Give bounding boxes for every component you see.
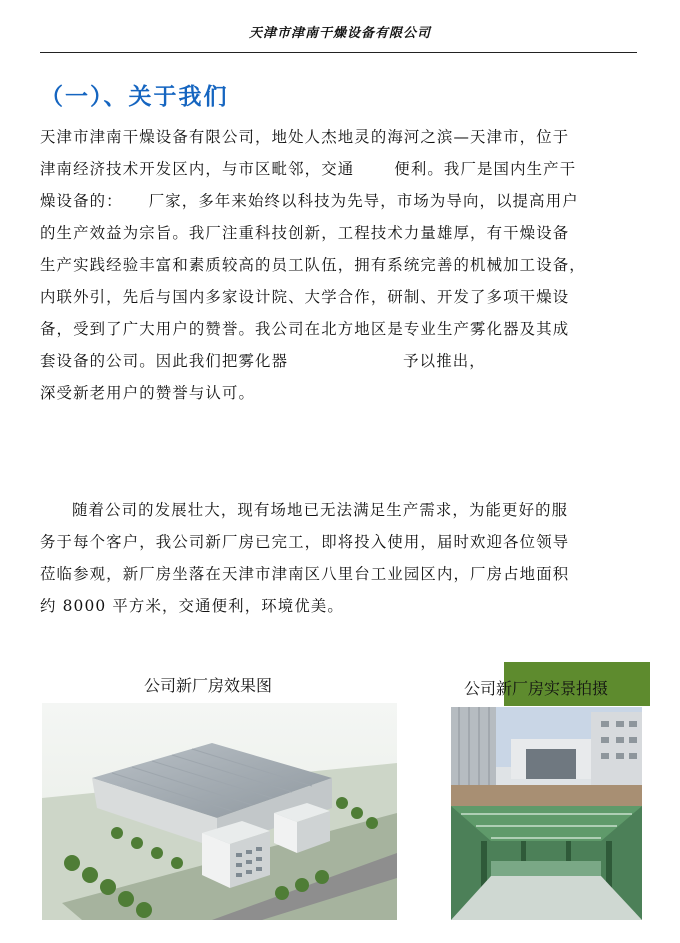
section-heading: （一）、关于我们: [40, 84, 229, 110]
text-fragment: 津南经济技术开发区内，与市区毗邻，交通: [40, 160, 355, 178]
factory-exterior-photo: [451, 707, 642, 806]
new-factory-paragraph: [40, 494, 637, 622]
text-line: 莅临参观，新厂房坐落在天津市津南区八里台工业园区内，厂房占地面积: [40, 565, 570, 583]
text-line: [40, 185, 637, 217]
text-line: 天津市津南干燥设备有限公司，地处人杰地灵的海河之滨—天津市，位于: [40, 128, 570, 146]
header-divider: [40, 52, 637, 53]
text-fragment: 予以推出，: [403, 352, 486, 370]
document-header-title: 天津市津南干燥设备有限公司: [248, 26, 431, 41]
text-fragment: 套设备的公司。因此我们把雾化器: [40, 352, 289, 370]
text-line: 深受新老用户的赞誉与认可。: [40, 384, 256, 402]
factory-interior-photo: [451, 806, 642, 920]
factory-rendering-image: [42, 703, 397, 920]
about-paragraph: [40, 121, 637, 409]
text-line: 备，受到了广大用户的赞誉。我公司在北方地区是专业生产雾化器及其成: [40, 320, 570, 338]
text-line: 约 8000 平方米，交通便利，环境优美。: [40, 597, 344, 615]
rendering-caption: 公司新厂房效果图: [144, 678, 273, 695]
text-line: 生产实践经验丰富和素质较高的员工队伍，拥有系统完善的机械加工设备，: [40, 256, 586, 274]
text-line: [40, 345, 637, 377]
text-line: 的生产效益为宗旨。我厂注重科技创新，工程技术力量雄厚，有干燥设备: [40, 224, 570, 242]
text-fragment: 便利。我厂是国内生产干: [394, 160, 577, 178]
photo-caption: 公司新厂房实景拍摄: [464, 681, 609, 698]
text-line: 内联外引，先后与国内多家设计院、大学合作，研制、开发了多项干燥设: [40, 288, 570, 306]
text-fragment: 厂家，多年来始终以科技为先导，市场为导向，以提高用户: [148, 192, 579, 210]
text-line: [40, 153, 637, 185]
text-fragment: 燥设备的：: [40, 192, 123, 210]
text-line: 随着公司的发展壮大，现有场地已无法满足生产需求，为能更好的服: [72, 501, 569, 519]
text-line: 务于每个客户，我公司新厂房已完工，即将投入使用，届时欢迎各位领导: [40, 533, 570, 551]
